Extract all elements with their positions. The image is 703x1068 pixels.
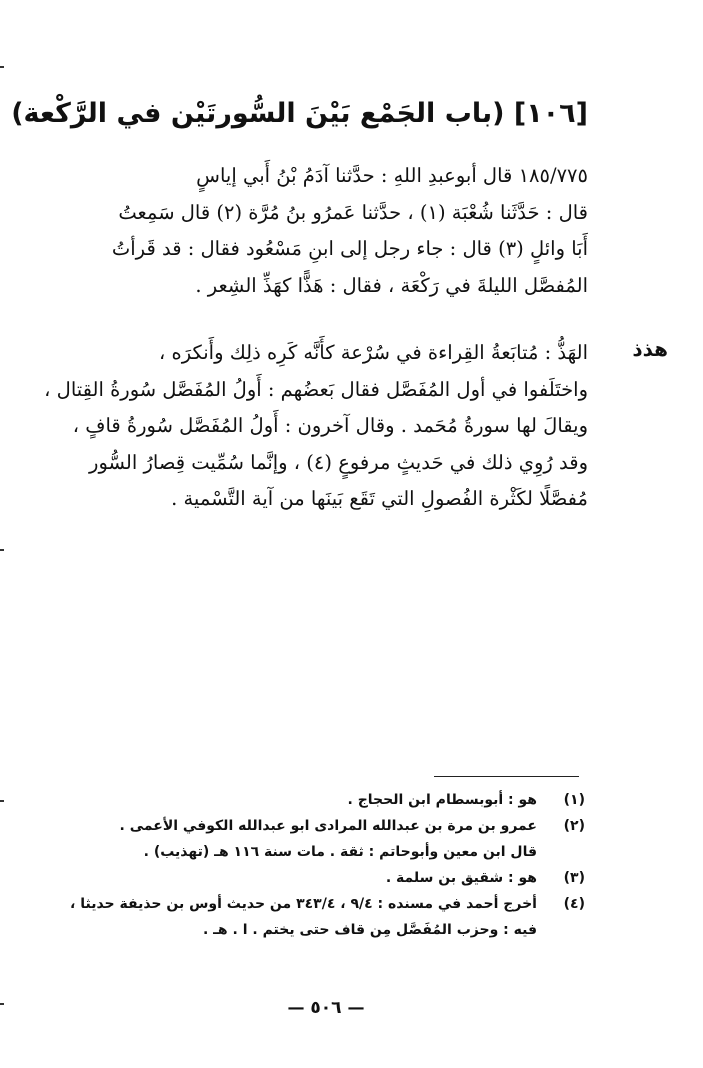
- edge-mark: [0, 800, 4, 802]
- footnote-text: أخرج أحمد في مسنده : ٩/٤ ، ٣٤٣/٤ من حديث أوس بن حذيفة حديثا ،: [70, 896, 537, 912]
- edge-mark: [0, 66, 4, 68]
- edge-mark: [0, 549, 4, 551]
- commentary-line: الهَذُّ : مُتابَعةُ القِراءة في سُرْعة كأَنَّه كَرِه ذلِك وأَنكرَه ،: [159, 341, 588, 364]
- commentary-line: واختَلَفوا في أول المُفَصَّل فقال بَعضُهم : أَولُ المُفَصَّل سُورةُ القِتال ،: [44, 377, 588, 401]
- footnote-number: (٤): [563, 896, 585, 912]
- footnote-number: (٢): [563, 818, 585, 834]
- footnote-continuation: قال ابن معين وأبوحاتم : ثقة . مات سنة ١١٦ هـ (تهذيب) .: [143, 844, 537, 860]
- footnote-continuation: فيه : وحزب المُفَصَّل مِن قاف حتى يختم . ا . هـ .: [202, 922, 537, 938]
- edge-mark: [0, 1003, 4, 1005]
- footnote-text: هو : أبوبسطام ابن الحجاج .: [347, 792, 537, 808]
- footnote: [40, 787, 585, 813]
- margin-note: هذذ: [632, 337, 668, 361]
- footnote: [40, 891, 585, 917]
- footnote: [40, 865, 585, 891]
- chapter-heading: [١٠٦] (باب الجَمْع بَيْنَ السُّورتَيْن في الرَّكْعة): [11, 98, 588, 129]
- commentary-line: ويقالَ لها سورةُ مُحَمد . وقال آخرون : أَولُ المُفَصَّل سُورةُ قافٍ ،: [72, 414, 588, 437]
- commentary-text: [40, 335, 588, 518]
- footnote-text: عمرو بن مرة بن عبدالله المرادى ابو عبدالله الكوفي الأعمى .: [119, 818, 537, 834]
- commentary-line: مُفصَّلًا لكَثْرة الفُصولِ التي تَقَع بَينَها من آية التَّسْمية .: [171, 487, 588, 510]
- footnote: [40, 813, 585, 839]
- commentary-line: وقد رُوِي ذلك في حَديثٍ مرفوعٍ (٤) ، وإنَّما سُمِّيت قِصارُ السُّور: [89, 450, 588, 474]
- footnote-divider: [434, 776, 579, 777]
- hadith-text: [40, 158, 588, 304]
- footnote-number: (٣): [563, 870, 585, 886]
- footnotes: [40, 787, 585, 943]
- hadith-line: المُفصَّل الليلةَ في رَكْعَة ، فقال : هَذًّا كهَذِّ الشِعر .: [195, 273, 588, 297]
- hadith-line: قال : حَدَّثَنا شُعْبَة (١) ، حدَّثنا عَمرُو بنُ مُرَّة (٢) قال سَمِعتُ: [118, 200, 588, 224]
- hadith-line: ١٨٥/٧٧٥ قال أبوعبدِ اللهِ : حدَّثنا آدَمُ بْنُ أَبي إياسٍ: [196, 164, 588, 187]
- hadith-line: أَبَا وائلٍ (٣) قال : جاء رجل إلى ابنِ مَسْعُود فقال : قد قَرأتُ: [111, 237, 588, 260]
- footnote-number: (١): [563, 792, 585, 808]
- page-number: — ٥٠٦ —: [287, 998, 365, 1018]
- footnote-text: هو : شقيق بن سلمة .: [385, 870, 537, 886]
